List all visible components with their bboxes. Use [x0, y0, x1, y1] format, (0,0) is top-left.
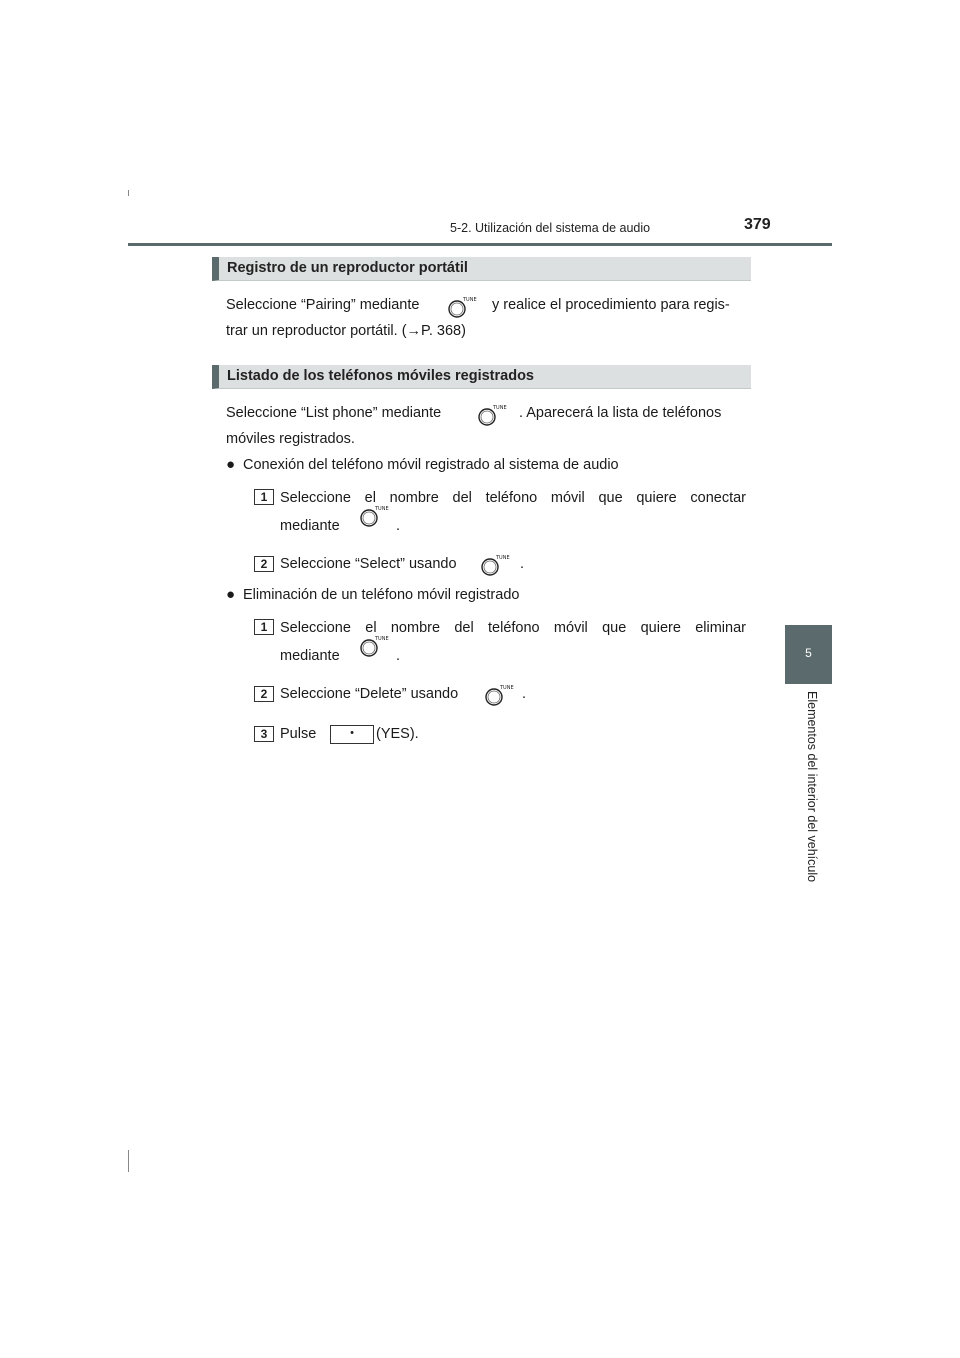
step-text: mediante [280, 518, 340, 534]
step-text: . [396, 648, 401, 664]
intro-text: y realice el procedimiento para regis- [492, 297, 730, 313]
step-number: 1 [254, 489, 274, 505]
svg-text:TUNE: TUNE [496, 555, 510, 561]
svg-text:TUNE: TUNE [493, 405, 507, 411]
intro-text: . Aparecerá la lista de teléfonos [519, 405, 722, 421]
section-title: Listado de los teléfonos móviles registrados [227, 368, 534, 384]
step-text: Pulse [280, 726, 317, 742]
preset-key-box: • [330, 725, 374, 744]
group-heading: Conexión del teléfono móvil registrado al sistema de audio [243, 457, 619, 473]
step-text: . [520, 556, 525, 572]
intro-text: móviles registrados. [226, 431, 355, 447]
svg-text:TUNE: TUNE [463, 297, 477, 303]
crop-mark [128, 190, 129, 196]
step-text: (YES). [376, 726, 419, 742]
page-number: 379 [744, 216, 771, 233]
chapter-tab [785, 625, 832, 684]
tune-knob-icon [479, 554, 510, 578]
chapter-number: 5 [805, 646, 812, 660]
step-text: mediante [280, 648, 340, 664]
svg-text:TUNE: TUNE [375, 636, 389, 642]
step-text: Seleccione “Delete” usando [280, 686, 459, 702]
tune-knob-icon [483, 684, 514, 708]
section-title: Registro de un reproductor portátil [227, 260, 468, 276]
bullet: ● [226, 586, 236, 603]
svg-text:TUNE: TUNE [500, 685, 514, 691]
step-text: Seleccione el nombre del teléfono móvil que quiere eliminar [280, 620, 746, 636]
header-rule [128, 243, 832, 246]
step-number: 2 [254, 556, 274, 572]
step-text: Seleccione “Select” usando [280, 556, 457, 572]
chapter-label: Elementos del interior del vehículo [805, 691, 819, 883]
tune-knob-icon [358, 635, 389, 659]
crop-mark [128, 1150, 129, 1172]
tune-knob-icon [358, 505, 389, 529]
step-number: 1 [254, 619, 274, 635]
group-heading: Eliminación de un teléfono móvil registrado [243, 587, 520, 603]
running-header-section: 5-2. Utilización del sistema de audio [450, 221, 651, 235]
section-heading-portable-player [212, 257, 751, 281]
intro-text: trar un reproductor portátil. (→P. 368) [226, 323, 466, 339]
intro-text: Seleccione “Pairing” mediante [226, 297, 420, 313]
tune-knob-icon [446, 296, 477, 320]
step-text: . [522, 686, 527, 702]
tune-knob-icon [476, 404, 507, 428]
intro-text: Seleccione “List phone” mediante [226, 405, 442, 421]
bullet: ● [226, 456, 236, 473]
step-text: . [396, 518, 401, 534]
step-text: Seleccione el nombre del teléfono móvil que quiere conectar [280, 490, 746, 506]
step-number: 2 [254, 686, 274, 702]
section-heading-registered-phones [212, 365, 751, 389]
svg-text:TUNE: TUNE [375, 506, 389, 512]
step-number: 3 [254, 726, 274, 742]
